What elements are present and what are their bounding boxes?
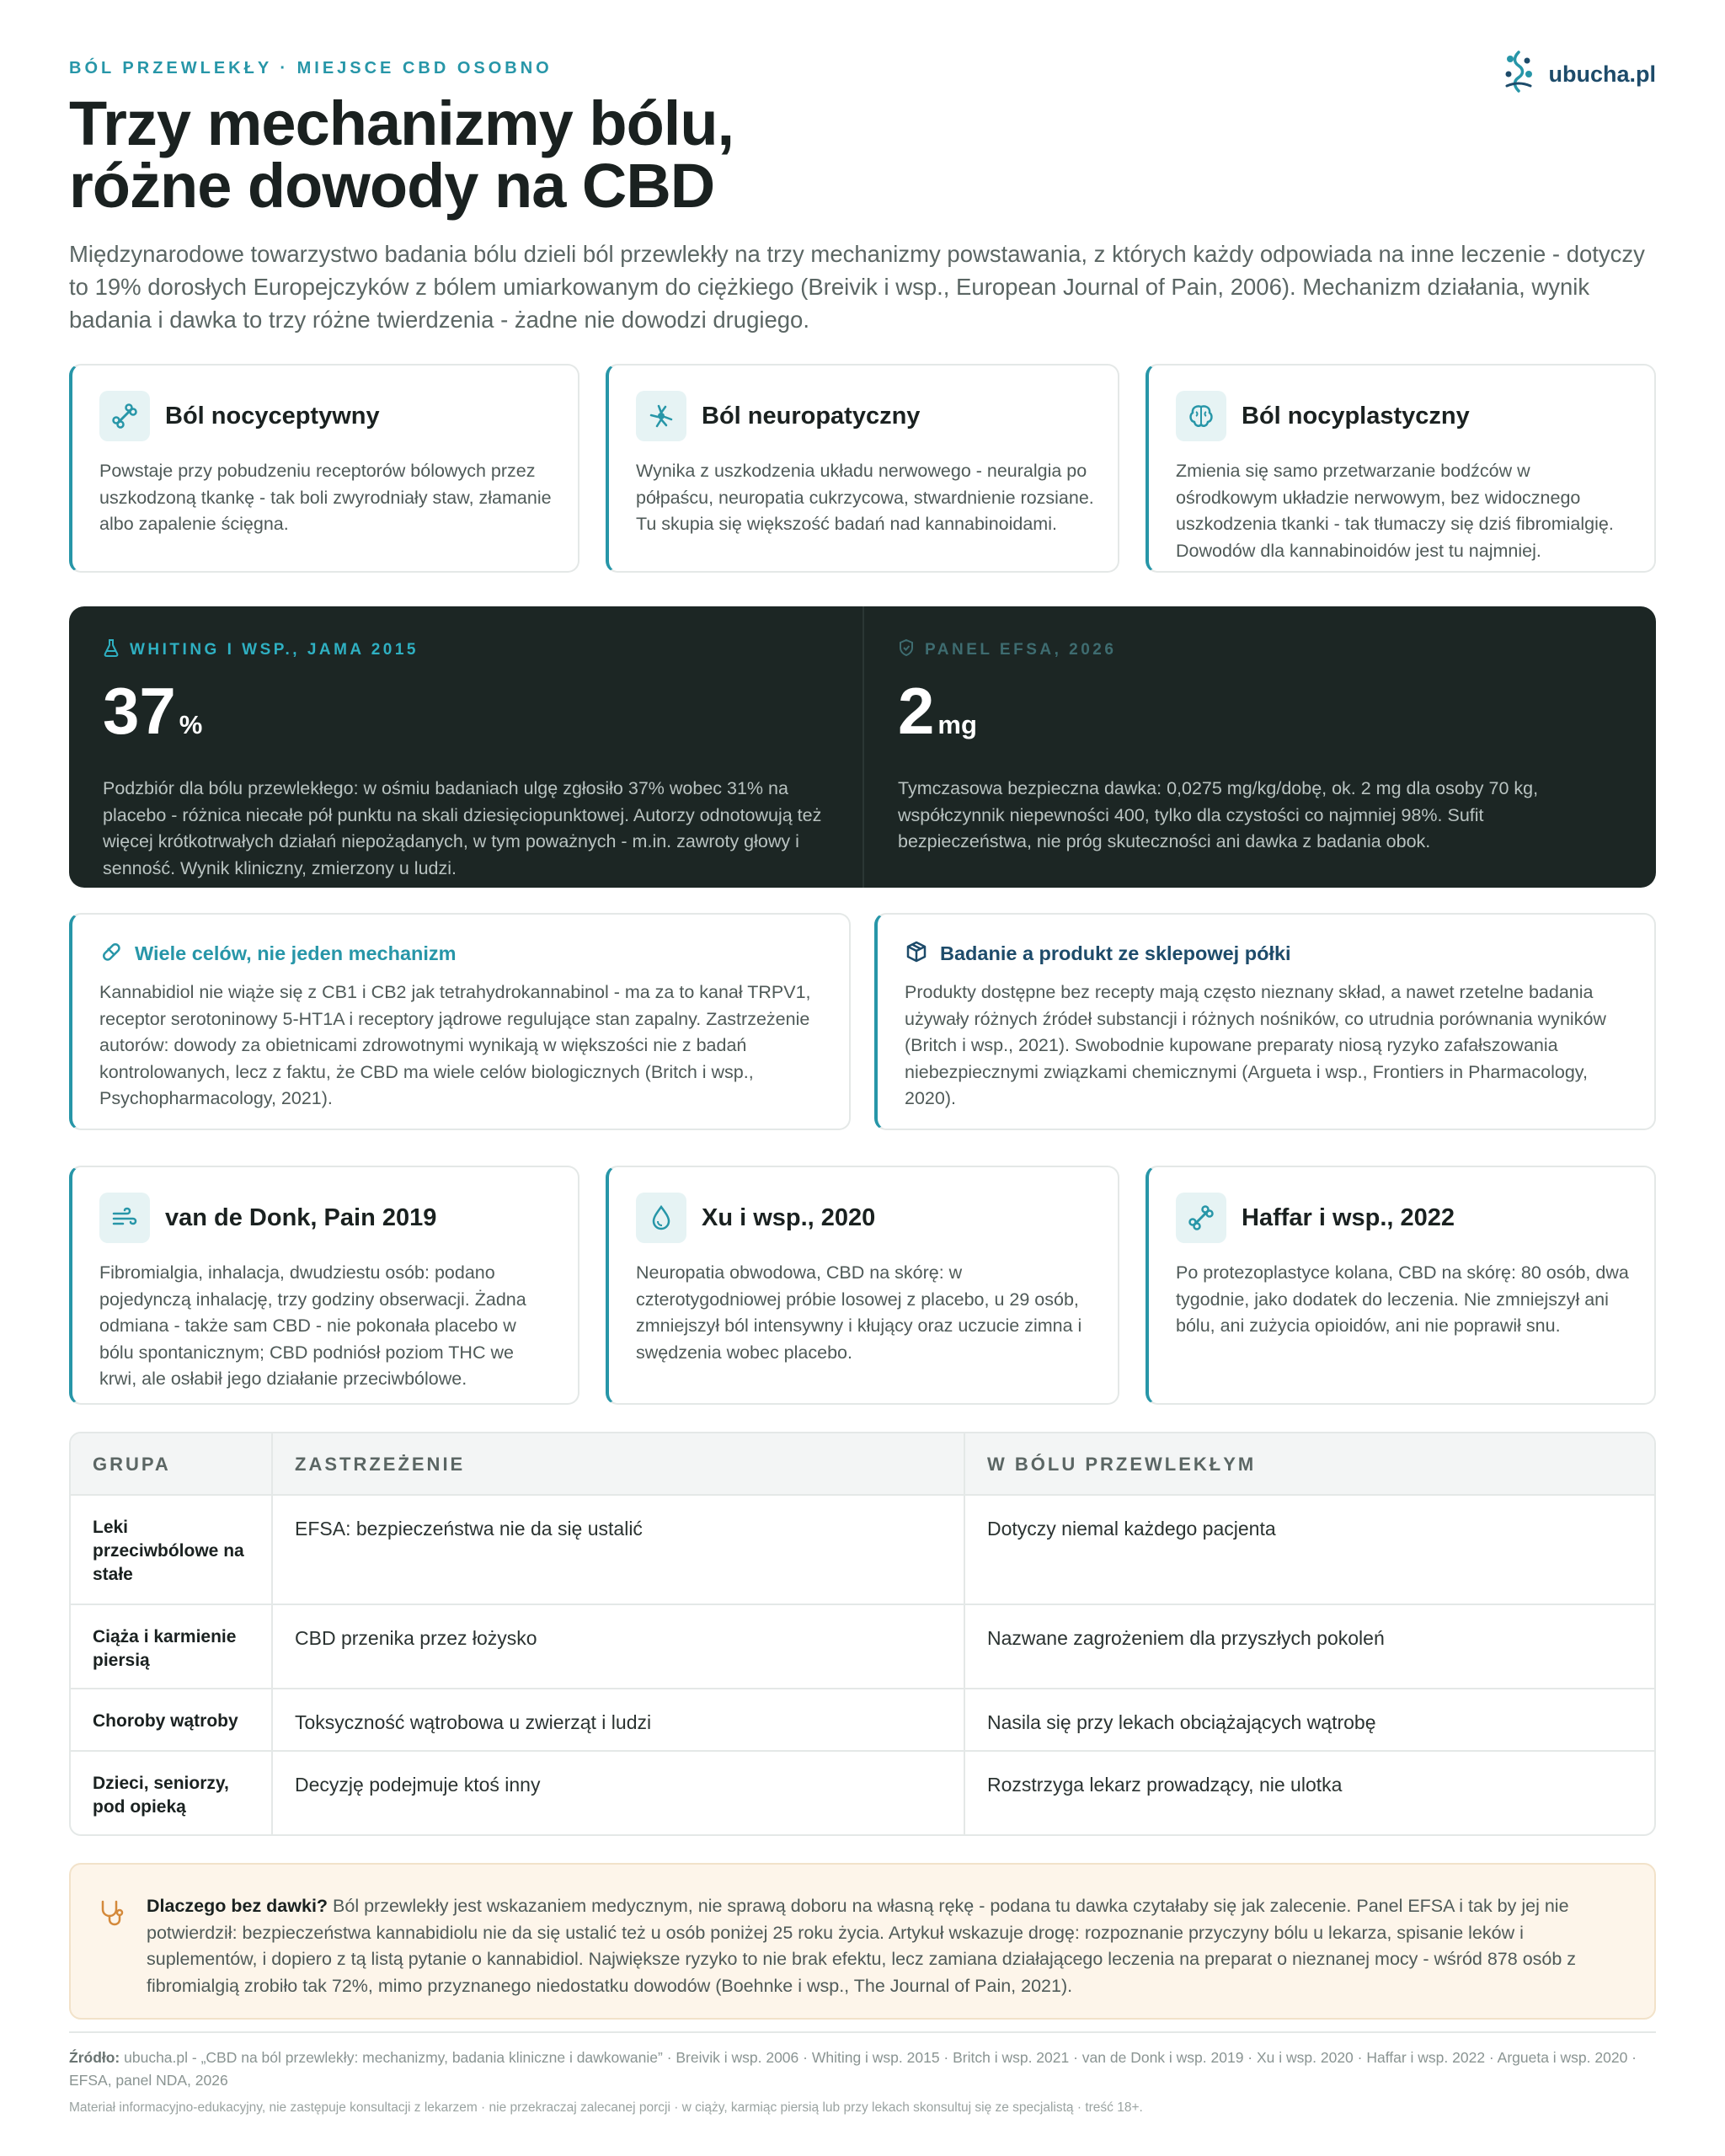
column-header: GRUPA — [71, 1433, 273, 1494]
note-text — [147, 1893, 1637, 1999]
source-line — [69, 2047, 1656, 2092]
mechanism-title: Ból nocyplastyczny — [1242, 402, 1470, 430]
why-no-dose-note — [69, 1863, 1656, 2020]
table-header-row — [71, 1433, 1654, 1496]
table-row — [71, 1496, 1654, 1605]
mechanism-card-nociceptive — [69, 364, 579, 573]
info-title: Wiele celów, nie jeden mechanizm — [135, 942, 457, 964]
package-icon — [905, 940, 928, 968]
caveat-cell: Decyzję podejmuje ktoś inny — [295, 1774, 541, 1796]
title-line-1: Trzy mechanizmy bólu, — [69, 88, 734, 158]
stat-label: PANEL EFSA, 2026 — [925, 641, 1117, 659]
study-text: Fibromialgia, inhalacja, dwudziestu osób: podano pojedynczą inhalację, trzy godziny obserwacji. Żadna odmiana - także sam CBD - nie pokonała placebo w bólu spontanicznym; CBD podniósł poziom THC we krwi, ale osłabił jego działanie przeciwbólowe. — [99, 1262, 526, 1389]
eyebrow: BÓL PRZEWLEKŁY · MIEJSCE CBD OSOBNO — [69, 59, 553, 77]
brain-icon — [1176, 391, 1226, 441]
stat-description: Tymczasowa bezpieczna dawka: 0,0275 mg/kg/dobę, ok. 2 mg dla osoby 70 kg, współczynnik niepewności 400, tylko dla czystości co najmniej 98%. Sufit bezpieczeństwa, nie próg skuteczności ani dawka z badania obok. — [898, 778, 1539, 851]
study-title: Haffar i wsp., 2022 — [1242, 1203, 1455, 1231]
stat-description: Podzbiór dla bólu przewlekłego: w ośmiu badaniach ulgę zgłosiło 37% wobec 31% na placebo - różnica niecałe pół punktu na skali dziesięciopunktowej. Autorzy odnotowują też więcej krótkotrwałych działań niepożądanych, w tym poważnych - m.in. zawroty głowy i senność. Wynik kliniczny, zmierzony u ludzi. — [103, 778, 822, 878]
group-cell: Choroby wątroby — [93, 1711, 238, 1731]
stats-panel — [69, 606, 1656, 888]
contraindications-table — [69, 1432, 1656, 1836]
pill-icon — [99, 940, 123, 968]
info-text: Kannabidiol nie wiąże się z CB1 i CB2 jak tetrahydrokannabinol - ma za to kanał TRPV1, receptor serotoninowy 5-HT1A i receptory jądrowe regulujące stan zapalny. Zastrzeżenie autorów: dowody za obietnicami zdrowotnymi wynikają w większości nie z badań kontrolowanych, lecz z faktu, że CBD ma wiele celów biologicznych (Britch i wsp., Psychopharmacology, 2021). — [99, 982, 811, 1108]
group-cell: Ciąża i karmienie piersią — [93, 1627, 237, 1670]
study-card-van-de-donk — [69, 1166, 579, 1405]
disclaimer: Materiał informacyjno-edukacyjny, nie zastępuje konsultacji z lekarzem · nie przekraczaj zalecanej porcji · w ciąży, karmiąc piersią lub przy lekach skonsultuj się ze specjalistą · treść 18+. — [69, 2100, 1143, 2115]
logo-icon — [1498, 49, 1539, 100]
info-title: Badanie a produkt ze sklepowej półki — [940, 942, 1291, 964]
stat-unit: % — [179, 710, 203, 739]
study-title: Xu i wsp., 2020 — [702, 1203, 876, 1231]
caveat-cell: EFSA: bezpieczeństwa nie da się ustalić — [295, 1518, 643, 1540]
table-row — [71, 1605, 1654, 1689]
chronic-pain-cell: Nazwane zagrożeniem dla przyszłych pokoleń — [987, 1627, 1385, 1649]
stat-number: 37 — [103, 674, 176, 748]
study-card-haffar — [1146, 1166, 1656, 1405]
study-card-xu — [606, 1166, 1119, 1405]
wind-icon — [99, 1193, 150, 1243]
stat-efsa — [864, 606, 1656, 888]
stat-number: 2 — [898, 674, 935, 748]
stethoscope-icon — [98, 1898, 126, 1931]
droplet-icon — [636, 1193, 686, 1243]
mechanism-card-nociplastic — [1146, 364, 1656, 573]
study-text: Neuropatia obwodowa, CBD na skórę: w czterotygodniowej próbie losowej z placebo, u 29 osób, zmniejszył ból intensywny i kłujący oraz uczucie zimna i swędzenia wobec placebo. — [636, 1262, 1082, 1363]
column-header: ZASTRZEŻENIE — [273, 1433, 965, 1494]
mechanism-text: Wynika z uszkodzenia układu nerwowego - neuralgia po półpaścu, neuropatia cukrzycowa, stwardnienie rozsiane. Tu skupia się większość badań nad kannabinoidami. — [636, 461, 1094, 534]
group-cell: Leki przeciwbólowe na stałe — [93, 1518, 244, 1584]
lead-paragraph: Międzynarodowe towarzystwo badania bólu dzieli ból przewlekły na trzy mechanizmy powstawania, z których każdy odpowiada na inne leczenie - dotyczy to 19% dorosłych Europejczyków z bólem umiarkowanym do ciężkiego (Breivik i wsp., European Journal of Pain, 2006). Mechanizm działania, wynik badania i dawka to trzy różne twierdzenia - żadne nie dowodzi drugiego. — [69, 241, 1645, 333]
bone-icon — [1176, 1193, 1226, 1243]
brand-name: ubucha.pl — [1548, 61, 1656, 87]
source-text: ubucha.pl - „CBD na ból przewlekły: mechanizmy, badania kliniczne i dawkowanie” · Breivik i wsp. 2006 · Whiting i wsp. 2015 · Britch i wsp. 2021 · van de Donk i wsp. 2019 · Xu i wsp. 2020 · Haffar i wsp. 2022 · Argueta i wsp. 2020 · EFSA, panel NDA, 2026 — [69, 2049, 1637, 2089]
bone-icon — [99, 391, 150, 441]
stat-whiting — [69, 606, 862, 888]
flask-icon — [103, 638, 120, 662]
info-card-targets — [69, 913, 851, 1130]
page-title — [69, 88, 734, 221]
column-header: W BÓLU PRZEWLEKŁYM — [987, 1454, 1257, 1475]
source-label: Źródło: — [69, 2049, 120, 2066]
chronic-pain-cell: Rozstrzyga lekarz prowadzący, nie ulotka — [987, 1774, 1343, 1796]
note-lead: Dlaczego bez dawki? — [147, 1896, 328, 1916]
mechanism-card-neuropathic — [606, 364, 1119, 573]
mechanism-text: Zmienia się samo przetwarzanie bodźców w ośrodkowym układzie nerwowym, bez widocznego uszkodzenia tkanki - tak tłumaczy się dziś fibromialgię. Dowodów dla kannabinoidów jest tu najmniej. — [1176, 461, 1614, 561]
brand-logo[interactable] — [1498, 49, 1657, 100]
chronic-pain-cell: Dotyczy niemal każdego pacjenta — [987, 1518, 1276, 1540]
mechanism-title: Ból neuropatyczny — [702, 402, 921, 430]
mechanism-text: Powstaje przy pobudzeniu receptorów bólowych przez uszkodzoną tkankę - tak boli zwyrodniały staw, złamanie albo zapalenie ścięgna. — [99, 461, 552, 534]
info-text: Produkty dostępne bez recepty mają często nieznany skład, a nawet rzetelne badania używały różnych źródeł substancji i różnych nośników, co utrudnia porównania wyników (Britch i wsp., 2021). Swobodnie kupowane preparaty niosą ryzyko zafałszowania niebezpiecznymi związkami chemicznymi (Argueta i wsp., Frontiers in Pharmacology, 2020). — [905, 982, 1606, 1108]
stat-value — [103, 674, 829, 760]
shield-icon — [898, 638, 915, 662]
caveat-cell: CBD przenika przez łożysko — [295, 1627, 537, 1649]
table-row — [71, 1689, 1654, 1752]
nerve-icon — [636, 391, 686, 441]
stat-unit: mg — [937, 710, 977, 739]
info-card-product — [874, 913, 1656, 1130]
study-text: Po protezoplastyce kolana, CBD na skórę: 80 osób, dwa tygodnie, jako dodatek do leczenia. Nie zmniejszył ani bólu, ani zużycia opioidów, ani nie poprawił snu. — [1176, 1262, 1629, 1336]
title-line-2: różne dowody na CBD — [69, 151, 715, 221]
study-title: van de Donk, Pain 2019 — [165, 1203, 437, 1231]
caveat-cell: Toksyczność wątrobowa u zwierząt i ludzi — [295, 1711, 652, 1733]
footer-divider — [69, 2031, 1656, 2033]
group-cell: Dzieci, seniorzy, pod opieką — [93, 1774, 229, 1817]
table-row — [71, 1752, 1654, 1836]
stat-value — [898, 674, 1622, 760]
chronic-pain-cell: Nasila się przy lekach obciążających wątrobę — [987, 1711, 1376, 1733]
mechanism-title: Ból nocyceptywny — [165, 402, 380, 430]
note-body: Ból przewlekły jest wskazaniem medycznym, nie sprawą doboru na własną rękę - podana tu dawka czytałaby się jak zalecenie. Panel EFSA i tak by jej nie potwierdził: bezpieczeństwa kannabidiolu nie da się ustalić też u osób poniżej 25 roku życia. Artykuł wskazuje drogę: rozpoznanie przyczyny bólu u lekarza, spisanie leków i suplementów, i dopiero z tą listą pytanie o kannabidiol. Największe ryzyko to nie brak efektu, lecz zamiana działającego leczenia na preparat o nieznanej mocy - wśród 878 osób z fibromialgią zrobiło tak 72%, mimo przyznanego niedostatku dowodów (Boehnke i wsp., The Journal of Pain, 2021). — [147, 1896, 1577, 1996]
stat-label: WHITING I WSP., JAMA 2015 — [130, 641, 419, 659]
